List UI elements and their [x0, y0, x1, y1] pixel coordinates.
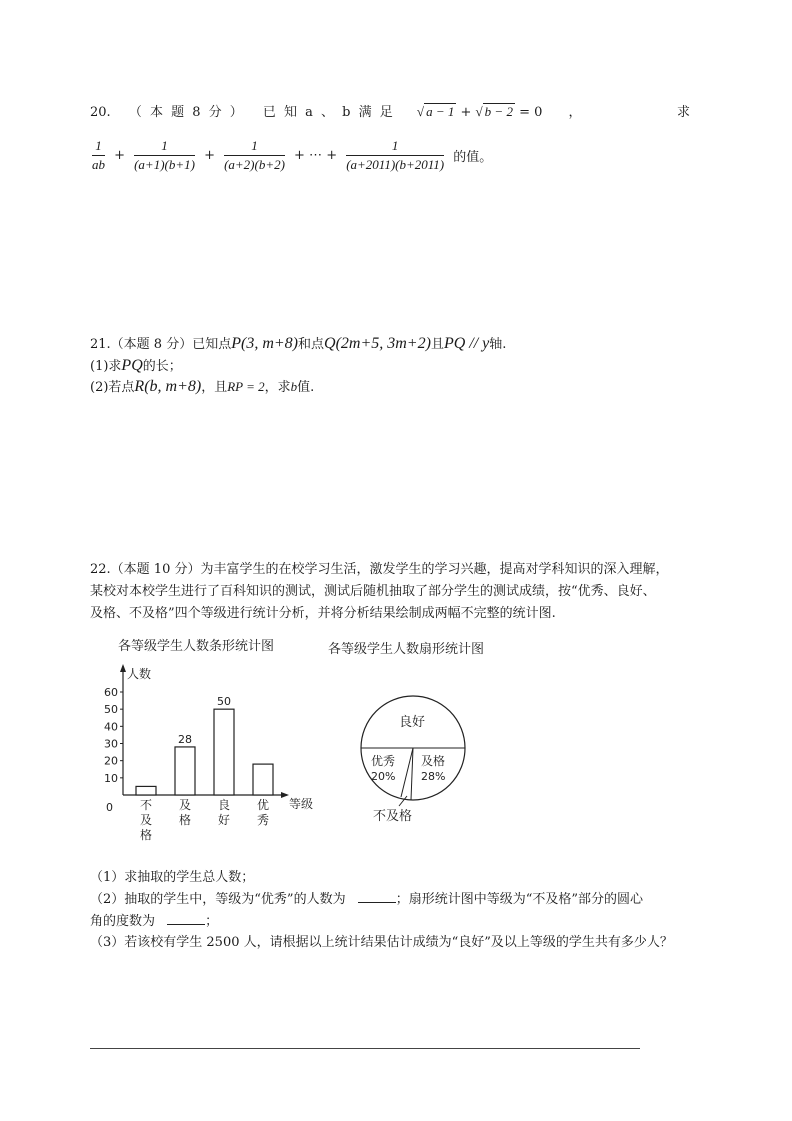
q22-sub2-c: 角的度数为 — [90, 914, 156, 929]
q22-sub2-line1 — [90, 888, 643, 907]
y-tick-label: 10 — [104, 771, 118, 785]
pie-chart-title: 各等级学生人数扇形统计图 — [328, 642, 485, 657]
category-label: 优 — [256, 798, 270, 812]
bar — [136, 786, 156, 795]
pie-chart — [325, 635, 525, 835]
y-axis-arrow — [120, 664, 126, 672]
x-axis-label: 等级 — [289, 797, 314, 811]
q21-line3 — [90, 376, 314, 396]
q21-and-point: 和点 — [298, 337, 325, 352]
bar-chart — [90, 630, 330, 855]
category-label: 格 — [139, 828, 153, 842]
q20-number: 20. — [90, 105, 111, 120]
pie-slice-label: 优秀 — [371, 754, 396, 768]
q20-score: （ 本 题 8 分 ） — [128, 105, 245, 120]
pie-slice-label: 不及格 — [373, 809, 413, 824]
category-label: 良 — [217, 798, 231, 812]
q20-condition: √ a − 1 + √ b − 2 = 0 — [416, 104, 543, 120]
q20-sqrt1: a − 1 — [426, 104, 455, 119]
bar-chart-title: 各等级学生人数条形统计图 — [118, 639, 275, 654]
q22-sub2-a: （2）抽取的学生中，等级为“优秀”的人数为 — [90, 892, 346, 907]
q20-dots: + ⋯ + — [294, 148, 338, 163]
q21-intro: 21.（本题 8 分）已知点 — [90, 337, 232, 352]
q21-axis: 轴. — [489, 337, 507, 352]
y-tick-label: 30 — [104, 737, 118, 751]
category-label: 不 — [139, 798, 153, 812]
category-label: 及 — [139, 813, 153, 827]
bar — [253, 764, 273, 795]
q22-line2: 某校对本校学生进行了百科知识的测试，测试后随机抽取了部分学生的测试成绩，按“优秀、良好、 — [90, 584, 656, 599]
category-label: 格 — [178, 813, 192, 827]
q21-sub2-ask: ，求 — [264, 380, 291, 395]
answer-blank-excellent[interactable] — [358, 890, 396, 903]
bar-chart-axes — [104, 664, 313, 814]
q22-sub3: （3）若该校有学生 2500 人，请根据以上统计结果估计成绩为“良好”及以上等级的学生共有多少人？ — [90, 935, 673, 950]
answer-blank-angle[interactable] — [167, 912, 205, 925]
y-tick-label: 50 — [104, 703, 118, 717]
q20-plus: + — [460, 105, 472, 120]
bar — [214, 709, 234, 795]
q21-sub2-label: (2)若点 — [90, 380, 135, 395]
q22-sub2-b: ；扇形统计图中等级为“不及格”部分的圆心 — [395, 892, 644, 907]
q20-sqrt2: b − 2 — [484, 104, 513, 119]
q20-frac-last: $\frac{1}{(a+2011)(b+2011)}$ — [346, 138, 445, 172]
q21-point-r: R(b, m+8) — [134, 378, 202, 395]
q20-fraction-sum: $\frac{1}{ab}$ + $\frac{1}{(a+1)(b+1)}$ + $\frac{1}{(a+2)(b+2)}$ + ⋯ + $\frac{1}{(a+2011)(b+2011)}$ 的值。 — [92, 138, 493, 172]
q20-frac-2: $\frac{1}{(a+1)(b+1)}$ — [134, 138, 195, 172]
q21-sub1-tail: 的长； — [142, 359, 182, 374]
q20-known: 已 知 a 、 b 满 足 — [262, 105, 395, 120]
category-label: 好 — [217, 813, 231, 827]
y-tick-label: 20 — [104, 754, 118, 768]
category-label: 秀 — [256, 813, 270, 827]
q21-parallel: PQ // y — [443, 335, 490, 352]
q22-line3: 及格、不及格”四个等级进行统计分析，并将分析结果绘制成两幅不完整的统计图. — [90, 606, 556, 621]
bar-data-label: 50 — [217, 695, 231, 709]
q20-tail: 的值。 — [453, 150, 493, 165]
y-tick-label: 60 — [104, 686, 118, 699]
q22-sub1: （1）求抽取的学生总人数； — [90, 870, 255, 885]
q21-line1 — [90, 333, 506, 353]
pie-slice-percent: 20% — [371, 770, 396, 783]
category-label: 及 — [178, 798, 192, 812]
q20-ask: 求 — [676, 105, 690, 120]
q21-b: b — [290, 379, 298, 394]
q22-sub2-line2 — [90, 910, 218, 929]
bar — [175, 747, 195, 795]
pie-slice-percent: 28% — [421, 770, 446, 783]
pie-slice-label: 良好 — [399, 715, 426, 730]
q21-rp: RP = 2 — [227, 379, 265, 394]
q22-line1: 22.（本题 10 分）为丰富学生的在校学习生活，激发学生的学习兴趣，提高对学科知识的深入理解， — [90, 562, 669, 577]
q21-line2 — [90, 355, 182, 375]
q22-sub2-d: ； — [205, 914, 219, 929]
q20-rhs: = 0 — [519, 105, 543, 120]
bar-data-label: 28 — [178, 732, 192, 746]
bar-chart-marks — [136, 695, 273, 842]
q21-sub2-tail: 值. — [297, 380, 315, 395]
y-tick-label: 40 — [104, 720, 118, 734]
q21-point-p: P(3, m+8) — [231, 335, 298, 352]
y-tick-label: 0 — [106, 801, 113, 814]
q20-frac-1: $\frac{1}{ab}$ — [92, 138, 105, 172]
q20-line1 — [90, 101, 690, 120]
q21-sub1-label: (1)求 — [90, 359, 122, 374]
bottom-divider — [90, 1048, 640, 1049]
pie-chart-marks — [361, 696, 465, 824]
q20-comma: ， — [568, 105, 582, 120]
q20-frac-3: $\frac{1}{(a+2)(b+2)}$ — [224, 138, 285, 172]
q21-sub2-and: ，且 — [201, 380, 228, 395]
y-axis-label: 人数 — [127, 667, 152, 681]
q21-and: 且 — [430, 337, 444, 352]
pie-slice-label: 及格 — [421, 754, 446, 768]
q21-point-q: Q(2m+5, 3m+2) — [324, 335, 431, 352]
x-axis-arrow — [281, 792, 289, 798]
q21-pq: PQ — [121, 357, 143, 374]
